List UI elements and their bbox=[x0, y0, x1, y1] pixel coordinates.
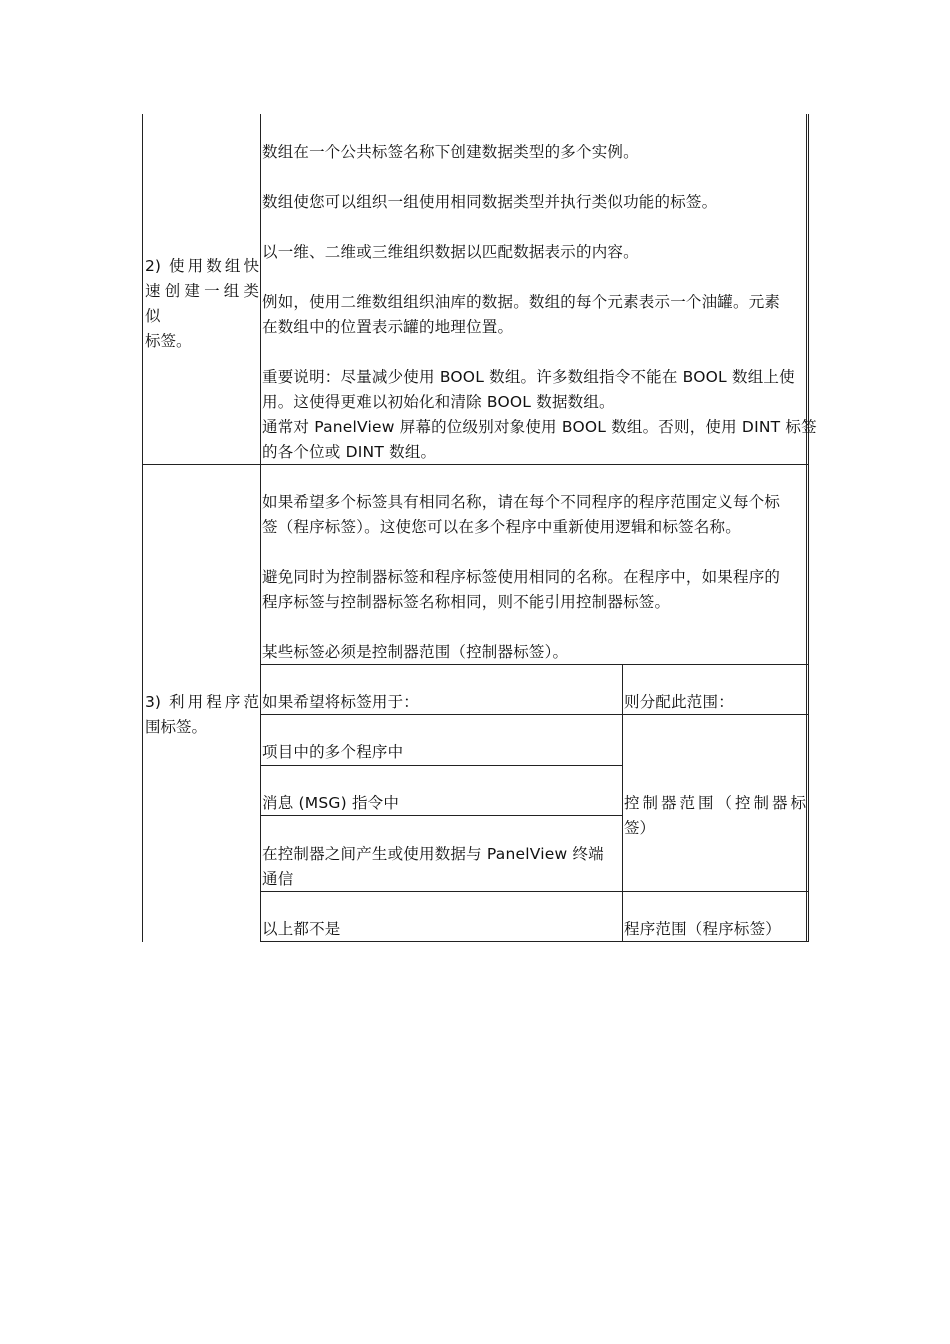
paragraph-line: 避免同时为控制器标签和程序标签使用相同的名称。在程序中，如果程序的 bbox=[262, 568, 781, 586]
paragraph-line: 数组使您可以组织一组使用相同数据类型并执行类似功能的标签。 bbox=[262, 193, 718, 211]
paragraph-line: 以一维、二维或三维组织数据以匹配数据表示的内容。 bbox=[262, 243, 639, 261]
row-divider bbox=[142, 464, 809, 465]
subtable-usage-item: 消息 (MSG) 指令中 bbox=[262, 794, 400, 812]
subtable-usage-item: 以上都不是 bbox=[262, 920, 341, 938]
paragraph-line: 例如，使用二维数组组织油库的数据。数组的每个元素表示一个油罐。元素 bbox=[262, 293, 781, 311]
subtable-column-divider bbox=[622, 664, 623, 942]
table-right-border bbox=[806, 114, 807, 942]
paragraph-line: 如果希望多个标签具有相同名称，请在每个不同程序的程序范围定义每个标 bbox=[262, 493, 781, 511]
subtable-scope-program: 程序范围（程序标签） bbox=[624, 920, 782, 938]
subtable-header-usage: 如果希望将标签用于： bbox=[262, 693, 420, 711]
subtable-row-divider-1 bbox=[260, 765, 623, 766]
subtable-usage-item: 在控制器之间产生或使用数据与 PanelView 终端 bbox=[262, 845, 604, 863]
paragraph-line: 在数组中的位置表示罐的地理位置。 bbox=[262, 318, 514, 336]
row-2-label-line: 标签。 bbox=[145, 332, 192, 350]
paragraph-line: 通常对 PanelView 屏幕的位级别对象使用 BOOL 数组。否则，使用 DINT 标签 bbox=[262, 418, 817, 436]
table-right-border-outer bbox=[808, 114, 809, 942]
subtable-header-scope: 则分配此范围： bbox=[624, 693, 734, 711]
row-2-label bbox=[145, 254, 259, 354]
scope-controller-line: 签） bbox=[624, 819, 656, 837]
row-2-label-line: 似 bbox=[145, 307, 161, 325]
paragraph-line: 程序标签与控制器标签名称相同，则不能引用控制器标签。 bbox=[262, 593, 671, 611]
paragraph-line: 重要说明：尽量减少使用 BOOL 数组。许多数组指令不能在 BOOL 数组上使 bbox=[262, 368, 795, 386]
paragraph-line: 数组在一个公共标签名称下创建数据类型的多个实例。 bbox=[262, 143, 639, 161]
row-3-label-line: 3) 利用程序范 bbox=[145, 693, 259, 711]
table-column-divider bbox=[260, 114, 261, 942]
subtable-usage-item: 项目中的多个程序中 bbox=[262, 743, 404, 761]
paragraph-line: 签（程序标签）。这使您可以在多个程序中重新使用逻辑和标签名称。 bbox=[262, 518, 741, 536]
scope-controller-line: 控制器范围（控制器标 bbox=[624, 794, 806, 812]
paragraph-line: 某些标签必须是控制器范围（控制器标签）。 bbox=[262, 643, 569, 661]
table-left-border bbox=[142, 114, 143, 942]
paragraph-line: 用。这使得更难以初始化和清除 BOOL 数据数组。 bbox=[262, 393, 615, 411]
paragraph-line: 的各个位或 DINT 数组。 bbox=[262, 443, 437, 461]
subtable-scope-controller bbox=[624, 791, 806, 841]
subtable-row-divider-3 bbox=[260, 891, 809, 892]
subtable-usage-item: 通信 bbox=[262, 870, 294, 888]
row-3-label-line: 围标签。 bbox=[145, 718, 208, 736]
row-2-label-line: 2) 使用数组快 bbox=[145, 257, 259, 275]
row-2-label-line: 速创建一组类 bbox=[145, 282, 259, 300]
row-3-label bbox=[145, 690, 259, 740]
